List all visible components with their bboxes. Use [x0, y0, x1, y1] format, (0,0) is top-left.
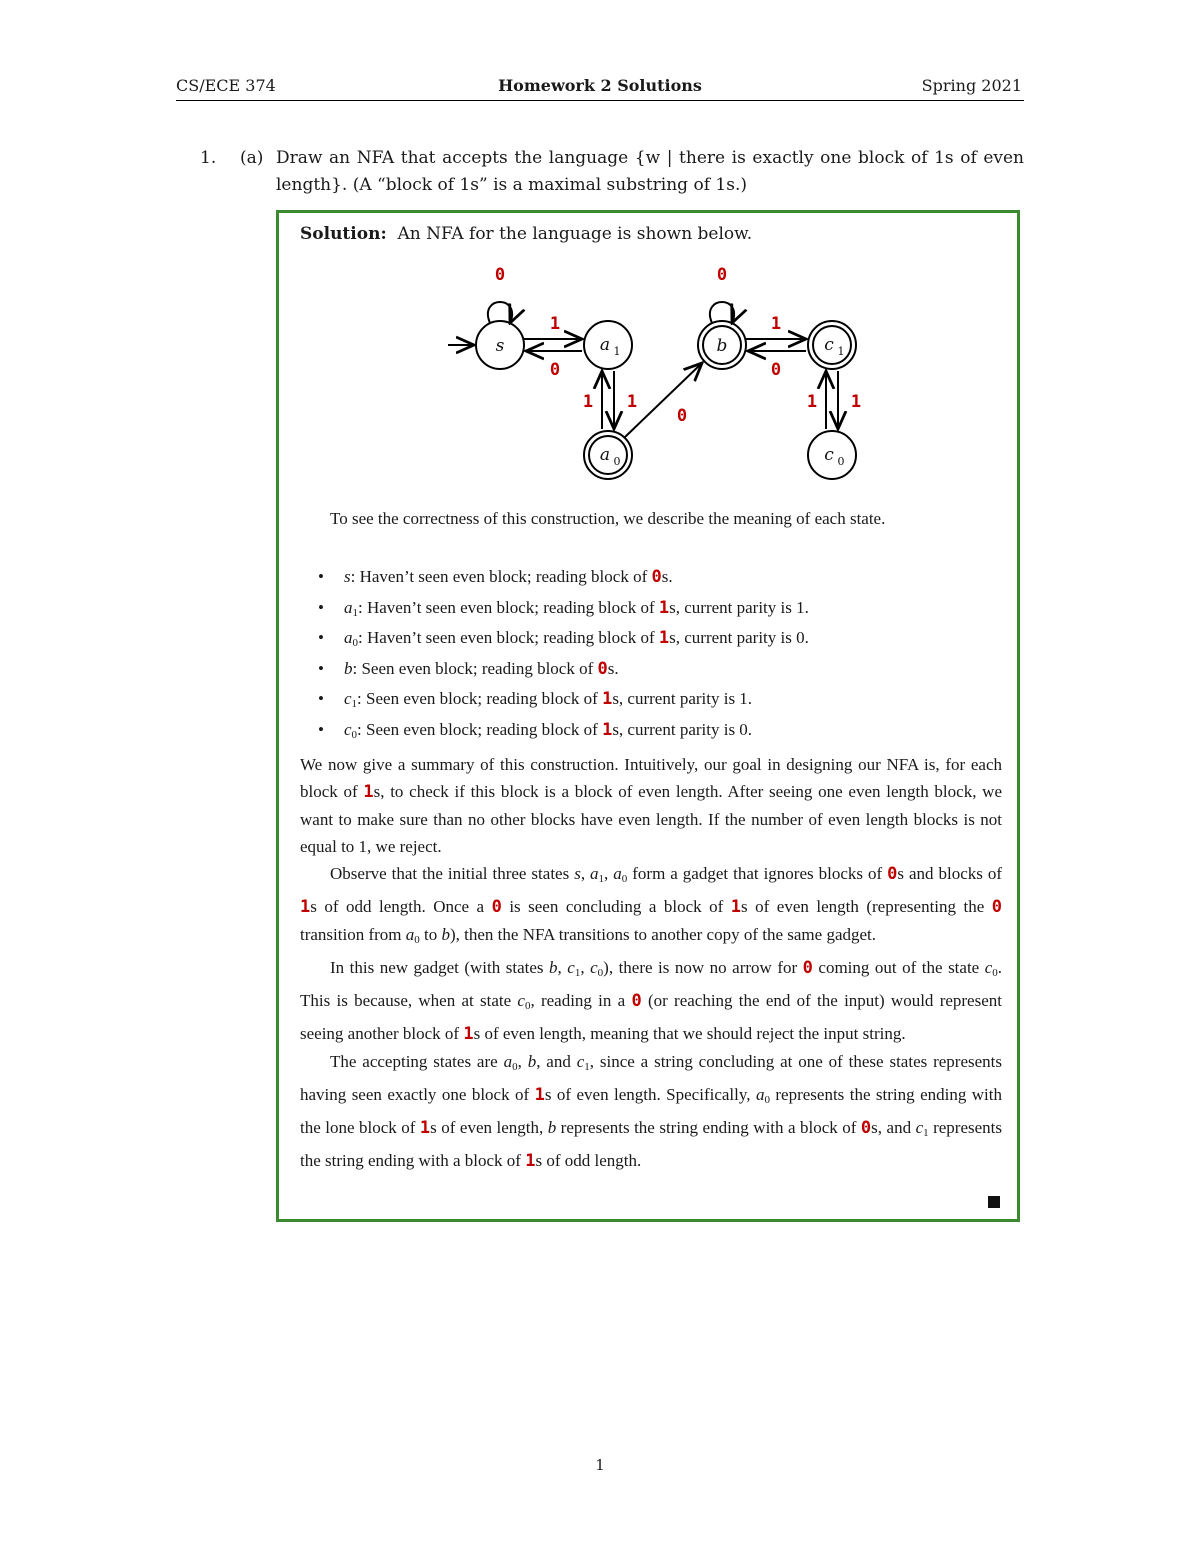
label-loop-b: 0	[716, 265, 728, 285]
state-meaning-item: • $a_0$: Haven’t seen even block; reading block of 1s, current parity is 0.	[300, 623, 1002, 654]
bullet-icon: •	[318, 628, 324, 647]
bullet-icon: •	[318, 597, 324, 617]
state-meaning-item: • $a_1$: Haven’t seen even block; reading block of 1s, current parity is 1.	[300, 593, 1002, 624]
page-number: 1	[595, 1456, 605, 1474]
meaning-section	[300, 505, 1002, 532]
accept-paragraph: The accepting states are $a_0$, b, and $c_1$, since a string concluding at one of these states represents having seen exactly one block of 1s of even length. Specifically, $a_0$ represents the string ending with the lone block of 1s of even length, b represents the string ending with a block of 0s, and $c_1$ represents the string ending with a block of 1s of odd length.	[300, 1052, 1003, 1171]
question-number: 1.	[200, 148, 217, 168]
solution-heading	[300, 224, 752, 244]
label-c0-c1: 1	[806, 392, 818, 412]
solution-intro: An NFA for the language is shown below.	[397, 224, 753, 244]
gadget-paragraph: In this new gadget (with states b, $c_1$, $c_0$), there is now no arrow for 0 coming out of the state $c_0$. This is because, when at state $c_0$, reading in a 0 (or reaching the end of the input) would represent seeing another block of 1s of even length, meaning that we should reject the input string.	[300, 958, 1003, 1044]
state-label-a0: a	[599, 445, 611, 465]
bullet-icon: •	[318, 567, 324, 586]
state-meaning-item: • $c_0$: Seen even block; reading block of 1s, current parity is 0.	[300, 715, 1002, 746]
label-c1-b: 0	[770, 360, 782, 380]
label-a0-b: 0	[676, 406, 688, 426]
state-label-c1-sub: 1	[837, 345, 845, 358]
question-text: Draw an NFA that accepts the language {w | there is exactly one block of 1s of even length}. (A “block of 1s” is a maximal substring of 1s.)	[276, 148, 1024, 195]
nfa-diagram	[430, 255, 890, 490]
state-label-a0-sub: 0	[613, 455, 621, 468]
question-part: (a)	[240, 148, 264, 168]
state-label-b: b	[716, 336, 728, 356]
state-meaning-item: • $c_1$: Seen even block; reading block of 1s, current parity is 1.	[300, 684, 1002, 715]
state-label-s: s	[495, 336, 505, 356]
label-a0-a1: 1	[582, 392, 594, 412]
state-meaning-list	[300, 562, 1002, 745]
label-b-c1: 1	[770, 314, 782, 334]
header-term: Spring 2021	[921, 76, 1022, 95]
solution-label: Solution:	[300, 224, 387, 244]
summary-paragraph: We now give a summary of this construction. Intuitively, our goal in designing our NFA is, for each block of 1s, to check if this block is a block of even length. After seeing one even length block, we want to make sure than no other blocks have even length. If the number of even length blocks is not equal to 1, we reject.	[300, 755, 1002, 856]
header-rule	[176, 100, 1024, 101]
state-label-c0-sub: 0	[837, 455, 845, 468]
label-s-a1: 1	[549, 314, 561, 334]
state-meaning-item: • s: Haven’t seen even block; reading block of 0s.	[300, 562, 1002, 593]
label-a1-a0: 1	[626, 392, 638, 412]
bullet-icon: •	[318, 689, 324, 708]
label-c1-c0: 1	[850, 392, 862, 412]
summary-section	[300, 751, 1002, 1175]
state-label-a1: a	[599, 335, 611, 355]
state-label-a1-sub: 1	[613, 345, 621, 358]
header-course: CS/ECE 374	[176, 76, 276, 95]
qed-square-icon	[988, 1196, 1000, 1208]
bullet-icon: •	[318, 719, 324, 739]
header-title: Homework 2 Solutions	[498, 76, 702, 95]
state-meanings	[300, 562, 1002, 745]
label-loop-s: 0	[494, 265, 506, 285]
loop-b	[710, 302, 734, 323]
bullet-icon: •	[318, 658, 324, 678]
loop-s	[488, 302, 512, 323]
state-label-c0: c	[824, 445, 834, 465]
state-label-c1: c	[824, 335, 834, 355]
state-meaning-item: • b: Seen even block; reading block of 0s.	[300, 654, 1002, 685]
meaning-intro: To see the correctness of this construction, we describe the meaning of each state.	[330, 509, 886, 528]
label-a1-s: 0	[549, 360, 561, 380]
observe-paragraph: Observe that the initial three states s, $a_1$, $a_0$ form a gadget that ignores blocks of 0s and blocks of 1s of odd length. Once a 0 is seen concluding a block of 1s of even length (representing the 0 transition from $a_0$ to b), then the NFA transitions to another copy of the same gadget.	[300, 864, 1003, 946]
